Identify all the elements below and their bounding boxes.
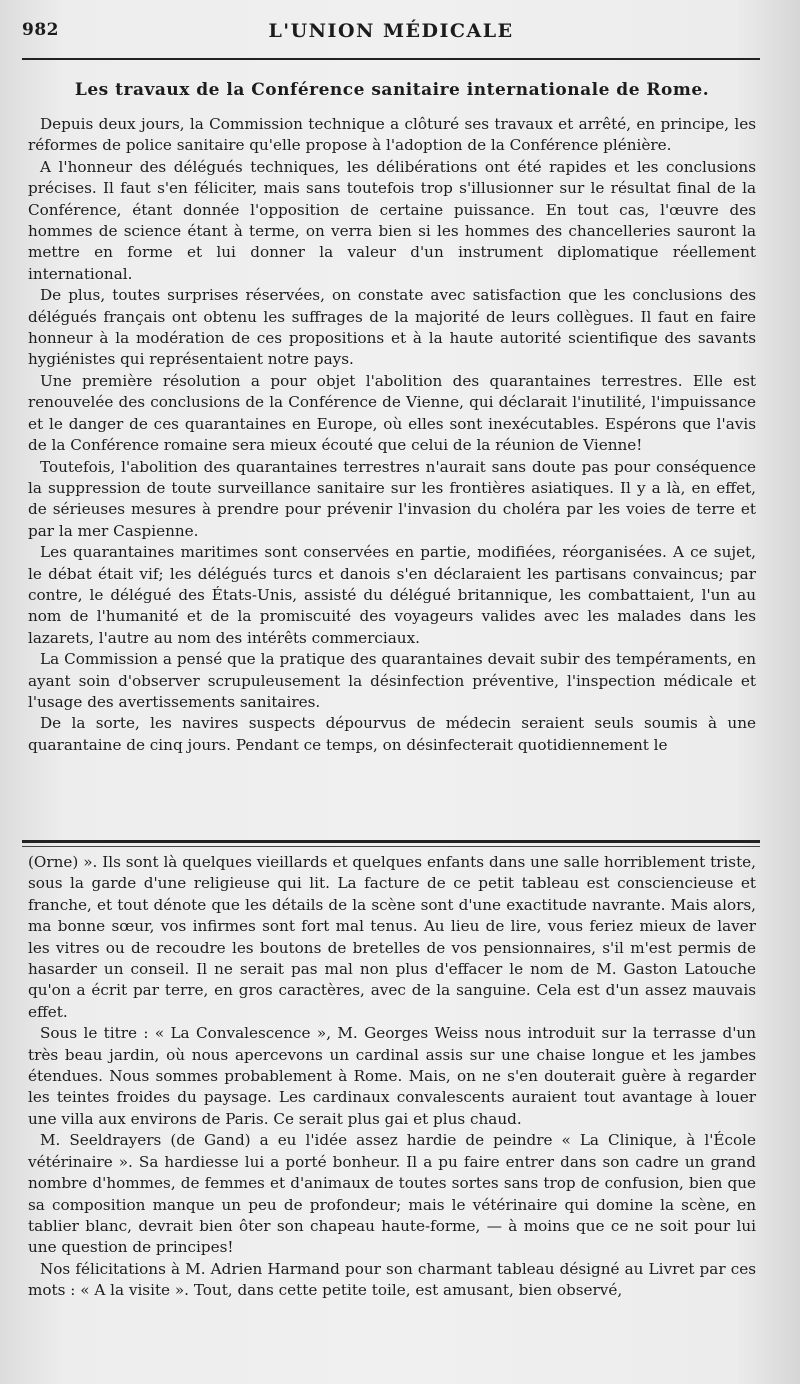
feuilleton-separator-thin: [22, 846, 760, 847]
article-paragraph: A l'honneur des délégués techniques, les délibérations ont été rapides et les conclusions précises. Il faut s'en féliciter, mais sans toutefois trop s'illusionner sur le résultat final de la Conférence, étant donnée l'opposition de certaine puissance. En tout cas, l'œuvre des hommes de science étant à terme, on verra bien si les hommes des chancelleries sauront la mettre en forme et lui donner la valeur d'un instrument diplomatique réellement international.: [28, 157, 756, 283]
article-paragraph: La Commission a pensé que la pratique des quarantaines devait subir des tempéraments, en ayant soin d'observer scrupuleusement la désinfection préventive, l'inspection médicale et l'usage des avertissements sanitaires.: [28, 650, 756, 711]
article-paragraph: Une première résolution a pour objet l'abolition des quarantaines terrestres. Elle est renouvelée des conclusions de la Conférence de Vienne, qui déclarait l'inutilité, l'impuissance et le danger de ces quarantaines en Europe, où elles sont inexécutables. Espérons que l'avis de la Conférence romaine sera mieux écouté que celui de la réunion de Vienne!: [28, 371, 756, 455]
article-paragraph: De la sorte, les navires suspects dépourvus de médecin seraient seuls soumis à une quarantaine de cinq jours. Pendant ce temps, on désinfecterait quotidiennement le: [28, 714, 756, 754]
feuilleton-paragraph: (Orne) ». Ils sont là quelques vieillards et quelques enfants dans une salle horriblement triste, sous la garde d'une religieuse qui lit. La facture de ce petit tableau est consciencieuse et franche, et tout dénote que les détails de la scène sont d'une exactitude navrante. Mais alors, ma bonne sœur, vos infirmes sont fort mal tenus. Au lieu de lire, vous feriez mieux de laver les vitres ou de recoudre les boutons de bretelles de vos pensionnaires, s'il m'est permis de hasarder un conseil. Il ne serait pas mal non plus d'effacer le nom de M. Gaston Latouche qu'on a écrit par terre, en gros caractères, avec de la sanguine. Cela est d'un assez mauvais effet.: [28, 853, 756, 1021]
page-header: [22, 20, 760, 50]
header-rule: [22, 58, 760, 60]
feuilleton-paragraph: Nos félicitations à M. Adrien Harmand pour son charmant tableau désigné au Livret par ces mots : « A la visite ». Tout, dans cette petite toile, est amusant, bien observé,: [28, 1259, 756, 1300]
page-number: 982: [22, 20, 59, 40]
article-paragraph: De plus, toutes surprises réservées, on constate avec satisfaction que les conclusions des délégués français ont obtenu les suffrages de la majorité de leurs collègues. Il faut en faire honneur à la modération de ces propositions et à la haute autorité scientifique des savants hygiénistes qui représentaient notre pays.: [28, 286, 756, 369]
feuilleton-paragraph: M. Seeldrayers (de Gand) a eu l'idée assez hardie de peindre « La Clinique, à l'École vétérinaire ». Sa hardiesse lui a porté bonheur. Il a pu faire entrer dans son cadre un grand nombre d'hommes, de femmes et d'animaux de toutes sortes sans trop de confusion, bien que sa composition manque un peu de profondeur; mais le vétérinaire qui domine la scène, en tablier blanc, devrait bien ôter son chapeau haute-forme, — à moins que ce ne soit pour lui une question de principes!: [28, 1131, 756, 1257]
article-paragraph: Depuis deux jours, la Commission technique a clôturé ses travaux et arrêté, en principe, les réformes de police sanitaire qu'elle propose à l'adoption de la Conférence plénière.: [28, 115, 756, 155]
running-title: L'UNION MÉDICALE: [268, 20, 514, 42]
article-column: [28, 80, 756, 756]
article-title: Les travaux de la Conférence sanitaire internationale de Rome.: [74, 80, 710, 100]
feuilleton-separator: [22, 840, 760, 843]
feuilleton-paragraph: Sous le titre : « La Convalescence », M. Georges Weiss nous introduit sur la terrasse d'un très beau jardin, où nous apercevons un cardinal assis sur une chaise longue et les jambes étendues. Nous sommes probablement à Rome. Mais, on ne s'en douterait guère à regarder les teintes froides du paysage. Les cardinaux convalescents auraient tout avantage à louer une villa aux environs de Paris. Ce serait plus gai et plus chaud.: [28, 1024, 756, 1128]
feuilleton-column: [28, 852, 756, 1302]
article-paragraph: Les quarantaines maritimes sont conservées en partie, modifiées, réorganisées. A ce sujet, le débat était vif; les délégués turcs et danois s'en déclaraient les partisans convaincus; par contre, le délégué des États-Unis, assisté du délégué britannique, les combattaient, l'un au nom de l'humanité et de la promiscuité des voyageurs valides avec les malades dans les lazarets, l'autre au nom des intérêts commerciaux.: [28, 543, 756, 647]
article-paragraph: Toutefois, l'abolition des quarantaines terrestres n'aurait sans doute pas pour conséquence la suppression de toute surveillance sanitaire sur les frontières asiatiques. Il y a là, en effet, de sérieuses mesures à prendre pour prévenir l'invasion du choléra par les voies de terre et par la mer Caspienne.: [28, 457, 756, 540]
